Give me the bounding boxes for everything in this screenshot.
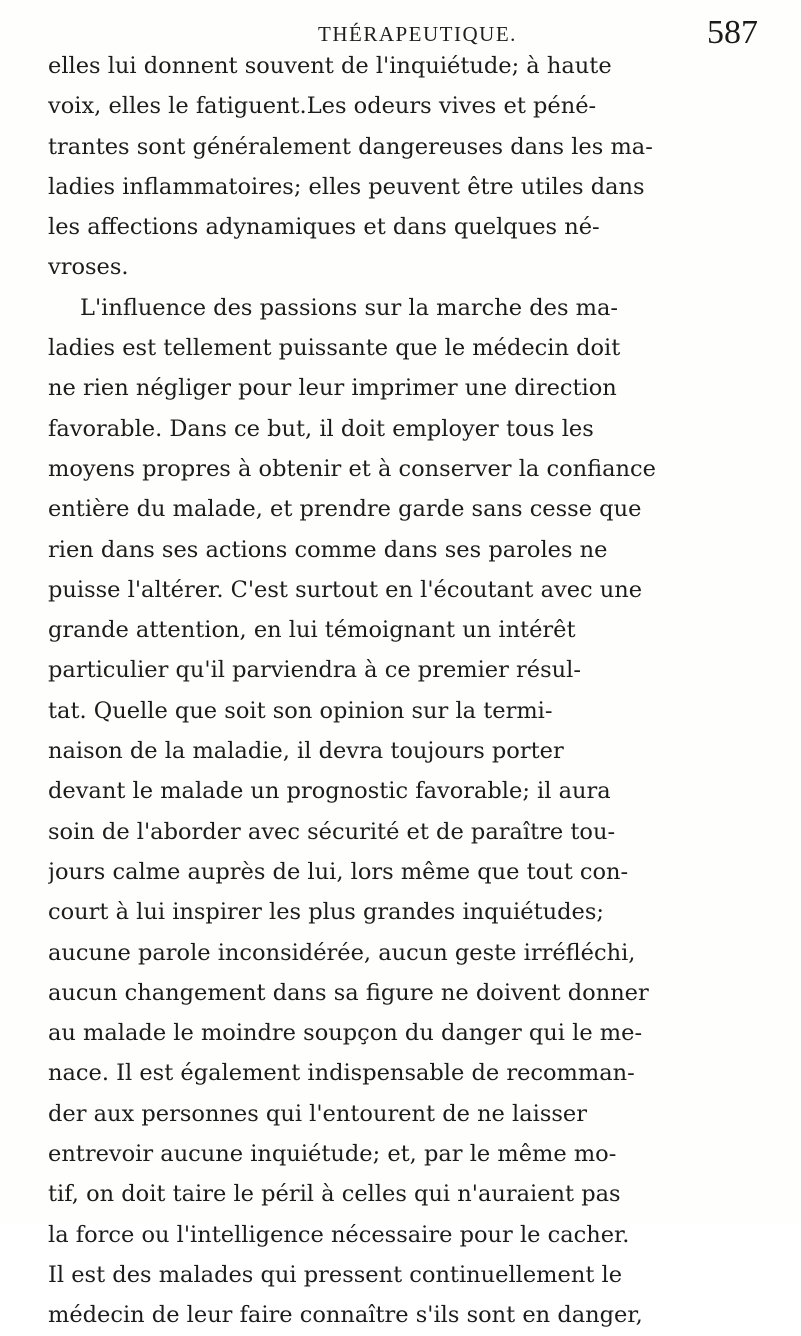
running-head: THÉRAPEUTIQUE. — [318, 22, 517, 46]
text-line: vroses. — [48, 254, 129, 281]
text-line: médecin de leur faire connaître s'ils sont en danger, — [48, 1302, 643, 1329]
text-line: favorable. Dans ce but, il doit employer tous les — [48, 415, 594, 442]
text-line: elles lui donnent souvent de l'inquiétude; à haute — [48, 53, 612, 79]
text-line: jours calme auprès de lui, lors même que tout con- — [48, 858, 629, 885]
body-text — [48, 46, 788, 1336]
text-line: tat. Quelle que soit son opinion sur la termi- — [48, 697, 553, 724]
text-line: au malade le moindre soupçon du danger qui le me- — [48, 1020, 643, 1047]
text-line: ne rien négliger pour leur imprimer une direction — [48, 375, 617, 402]
text-line: rien dans ses actions comme dans ses paroles ne — [48, 536, 608, 563]
text-line: aucun changement dans sa figure ne doivent donner — [48, 979, 649, 1006]
text-line: aucune parole inconsidérée, aucun geste irréfléchi, — [48, 939, 636, 966]
paragraph-start-line: L'influence des passions sur la marche des ma- — [80, 294, 618, 321]
text-line: puisse l'altérer. C'est surtout en l'écoutant avec une — [48, 576, 643, 603]
text-line: moyens propres à obtenir et à conserver la confiance — [48, 455, 656, 482]
page-number: 587 — [707, 14, 758, 51]
text-line: entrevoir aucune inquiétude; et, par le même mo- — [48, 1141, 617, 1168]
text-line: devant le malade un prognostic favorable; il aura — [48, 778, 611, 805]
text-line: voix, elles le fatiguent.Les odeurs vives et péné- — [48, 93, 597, 120]
text-line: particulier qu'il parviendra à ce premier résul- — [48, 657, 581, 684]
text-line: la force ou l'intelligence nécessaire pour le cacher. — [48, 1221, 630, 1248]
text-line: court à lui inspirer les plus grandes inquiétudes; — [48, 899, 604, 926]
text-line: Il est des malades qui pressent continuellement le — [48, 1261, 623, 1288]
text-line: soin de l'aborder avec sécurité et de paraître tou- — [48, 818, 616, 845]
text-line: nace. Il est également indispensable de recomman- — [48, 1060, 635, 1087]
text-line: grande attention, en lui témoignant un intérêt — [48, 617, 576, 644]
text-line: les affections adynamiques et dans quelques né- — [48, 214, 600, 241]
text-line: ladies inflammatoires; elles peuvent être utiles dans — [48, 173, 645, 200]
text-line: trantes sont généralement dangereuses dans les ma- — [48, 133, 653, 160]
text-line: naison de la maladie, il devra toujours porter — [48, 738, 564, 765]
text-line: der aux personnes qui l'entourent de ne laisser — [48, 1100, 588, 1127]
text-line: tif, on doit taire le péril à celles qui n'auraient pas — [48, 1181, 621, 1208]
text-line: entière du malade, et prendre garde sans cesse que — [48, 496, 642, 523]
text-line: ladies est tellement puissante que le médecin doit — [48, 335, 621, 362]
